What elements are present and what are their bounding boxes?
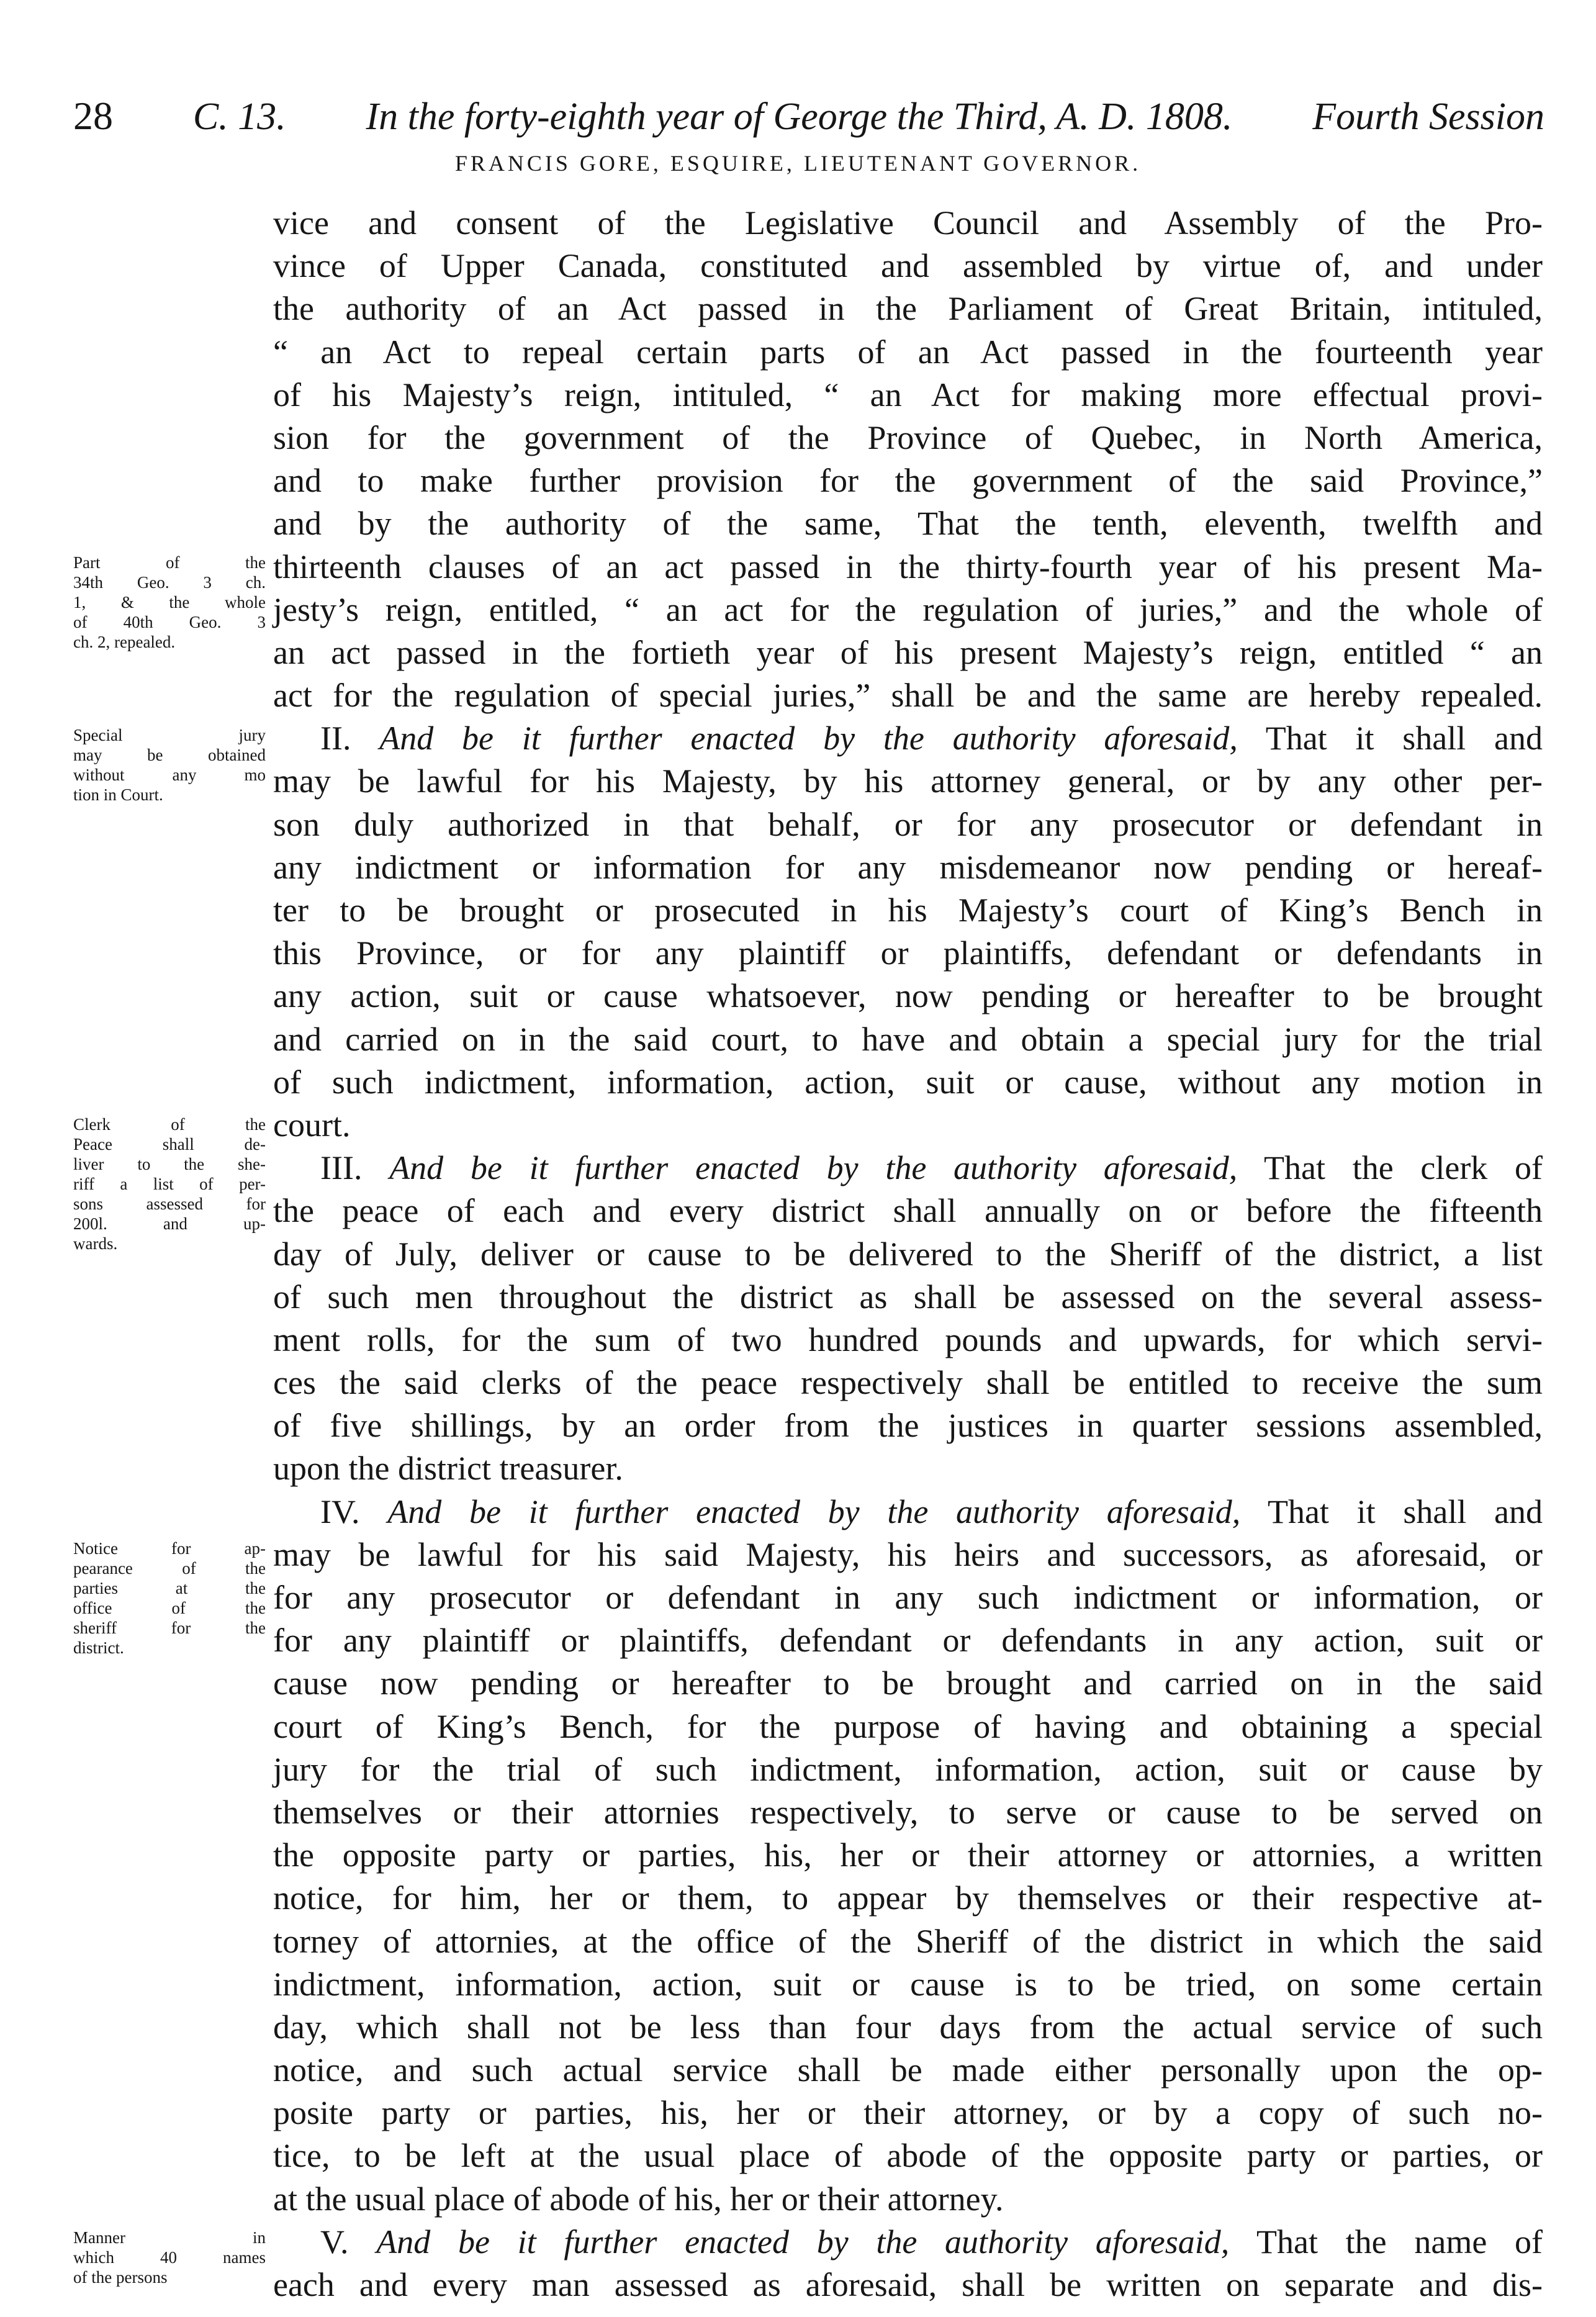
margin-note-line: office of the: [73, 1599, 266, 1617]
text-line: the peace of each and every district shall annually on or before the fifteenth: [273, 1192, 1543, 1230]
text-line: “ an Act to repeal certain parts of an Act passed in the fourteenth year: [273, 333, 1543, 371]
text-line: notice, and such actual service shall be made either personally upon the op-: [273, 2051, 1543, 2089]
margin-note-line: Notice for ap-: [73, 1539, 266, 1558]
text-line: notice, for him, her or them, to appear by themselves or their respective at-: [273, 1879, 1543, 1917]
margin-note-line: ch. 2, repealed.: [73, 633, 176, 651]
text-line: any action, suit or cause whatsoever, now pending or hereafter to be brought: [273, 977, 1543, 1015]
text-fragment: That the clerk of: [1264, 1149, 1543, 1187]
section-3-opening-line: [273, 1147, 1543, 1190]
text-line: day of July, deliver or cause to be delivered to the Sheriff of the district, a list: [273, 1235, 1543, 1273]
text-line: torney of attornies, at the office of the Sheriff of the district in which the said: [273, 1922, 1543, 1960]
text-line: ment rolls, for the sum of two hundred pounds and upwards, for which servi-: [273, 1321, 1543, 1358]
section-2-paragraph: [273, 717, 1543, 1147]
text-line: tice, to be left at the usual place of abode of the opposite party or parties, or: [273, 2137, 1543, 2175]
margin-note-line: 1, & the whole: [73, 593, 266, 612]
margin-note-notice: [73, 1538, 266, 1658]
margin-note-line: sheriff for the: [73, 1619, 266, 1637]
section-number: IV.: [320, 1493, 360, 1530]
section-4-paragraph: [273, 1491, 1543, 2221]
margin-note-line: riff a list of per-: [73, 1175, 266, 1193]
text-line: court of King’s Bench, for the purpose of having and obtaining a special: [273, 1707, 1543, 1745]
running-header: [73, 93, 1544, 143]
text-line: jury for the trial of such indictment, information, action, suit or cause by: [273, 1750, 1543, 1788]
section-2-opening-line: [273, 717, 1543, 760]
text-line: indictment, information, action, suit or cause is to be tried, on some certain: [273, 1965, 1543, 2003]
section-5-paragraph: [273, 2221, 1543, 2306]
session-label: Fourth Session: [1312, 96, 1544, 138]
text-line: of such indictment, information, action, suit or cause, without any motion in: [273, 1063, 1543, 1101]
section-1-paragraph: [273, 202, 1543, 717]
text-fragment: That the name of: [1256, 2223, 1543, 2261]
text-line: cause now pending or hereafter to be brought and carried on in the said: [273, 1664, 1543, 1702]
text-line: may be lawful for his Majesty, by his attorney general, or by any other per-: [273, 762, 1543, 800]
enacting-clause: And be it further enacted by the authority aforesaid,: [379, 720, 1238, 757]
text-line: this Province, or for any plaintiff or plaintiffs, defendant or defendants in: [273, 934, 1543, 972]
margin-note-special-jury: [73, 725, 266, 805]
margin-note-line: district.: [73, 1638, 124, 1657]
margin-note-line: sons assessed for: [73, 1195, 266, 1213]
margin-note-line: parties at the: [73, 1579, 266, 1597]
header-title: In the forty-eighth year of George the Third, A. D. 1808.: [366, 96, 1233, 138]
text-line: ter to be brought or prosecuted in his Majesty’s court of King’s Bench in: [273, 892, 1543, 929]
text-line: court.: [273, 1106, 351, 1144]
text-line: of his Majesty’s reign, intituled, “ an Act for making more effectual provi-: [273, 376, 1543, 413]
section-number: II.: [320, 720, 351, 757]
text-line: ces the said clerks of the peace respectively shall be entitled to receive the sum: [273, 1364, 1543, 1402]
text-line: and to make further provision for the government of the said Province,”: [273, 462, 1543, 500]
text-line: for any prosecutor or defendant in any such indictment or information, or: [273, 1579, 1543, 1616]
governor-line: FRANCIS GORE, ESQUIRE, LIEUTENANT GOVERNOR.: [454, 151, 1142, 176]
margin-note-line: 34th Geo. 3 ch.: [73, 573, 266, 592]
enacting-clause: And be it further enacted by the authority aforesaid,: [389, 1149, 1238, 1187]
margin-note-clerk: [73, 1114, 266, 1253]
section-number: III.: [320, 1149, 363, 1187]
section-4-opening-line: [273, 1491, 1543, 1533]
section-5-opening-line: [273, 2221, 1543, 2264]
margin-note-line: without any mo: [73, 766, 266, 784]
body-text: [273, 202, 1543, 2306]
text-line: may be lawful for his said Majesty, his heirs and successors, as aforesaid, or: [273, 1535, 1543, 1573]
section-number: V.: [320, 2223, 349, 2261]
page-number: 28: [73, 94, 113, 138]
margin-note-manner: [73, 2228, 266, 2287]
text-line: act for the regulation of special juries,” shall be and the same are hereby repealed.: [273, 677, 1543, 715]
text-line: upon the district treasurer.: [273, 1450, 623, 1488]
margin-note-line: which 40 names: [73, 2248, 266, 2267]
text-line: jesty’s reign, entitled, “ an act for the regulation of juries,” and the whole of: [273, 590, 1543, 628]
text-line: the authority of an Act passed in the Parliament of Great Britain, intituled,: [273, 290, 1543, 328]
text-fragment: That it shall and: [1265, 720, 1543, 757]
enacting-clause: And be it further enacted by the authority aforesaid,: [376, 2223, 1230, 2261]
margin-note-line: pearance of the: [73, 1559, 266, 1578]
text-line: at the usual place of abode of his, her or their attorney.: [273, 2180, 1004, 2218]
margin-note-line: may be obtained: [73, 746, 266, 764]
text-line: any indictment or information for any misdemeanor now pending or hereaf-: [273, 848, 1543, 886]
margin-note-line: Part of the: [73, 553, 266, 572]
text-line: an act passed in the fortieth year of his present Majesty’s reign, entitled “ an: [273, 633, 1543, 671]
margin-note-line: Special jury: [73, 726, 266, 744]
margin-note-line: 200l. and up-: [73, 1214, 266, 1233]
text-line: and carried on in the said court, to have and obtain a special jury for the trial: [273, 1020, 1543, 1058]
text-line: day, which shall not be less than four days from the actual service of such: [273, 2008, 1543, 2046]
text-line: posite party or parties, his, her or their attorney, or by a copy of such no-: [273, 2094, 1543, 2132]
text-line: for any plaintiff or plaintiffs, defendant or defendants in any action, suit or: [273, 1622, 1543, 1660]
margin-note-line: Clerk of the: [73, 1115, 266, 1134]
text-line: of five shillings, by an order from the justices in quarter sessions assembled,: [273, 1407, 1543, 1445]
text-line: of such men throughout the district as shall be assessed on the several assess-: [273, 1278, 1543, 1316]
margin-note-line: tion in Court.: [73, 785, 163, 804]
text-line: sion for the government of the Province of Quebec, in North America,: [273, 418, 1543, 456]
margin-note-line: liver to the she-: [73, 1155, 266, 1173]
text-line: son duly authorized in that behalf, or for any prosecutor or defendant in: [273, 805, 1543, 843]
margin-note-line: Manner in: [73, 2228, 266, 2247]
margin-note-line: of the persons: [73, 2268, 168, 2287]
text-line: the opposite party or parties, his, her or their attorney or attornies, a written: [273, 1836, 1543, 1874]
text-fragment: That it shall and: [1267, 1493, 1543, 1530]
section-3-paragraph: [273, 1147, 1543, 1491]
margin-note-line: wards.: [73, 1234, 118, 1253]
enacting-clause: And be it further enacted by the authority aforesaid,: [387, 1493, 1241, 1530]
text-line: thirteenth clauses of an act passed in the thirty-fourth year of his present Ma-: [273, 548, 1543, 585]
margin-note-line: Peace shall de-: [73, 1135, 266, 1154]
text-line: vice and consent of the Legislative Council and Assembly of the Pro-: [273, 204, 1543, 242]
margin-note-line: of 40th Geo. 3: [73, 613, 266, 631]
text-line: vince of Upper Canada, constituted and assembled by virtue of, and under: [273, 247, 1543, 285]
text-line: and by the authority of the same, That the tenth, eleventh, twelfth and: [273, 505, 1543, 543]
margin-note-repeal: [73, 553, 266, 652]
text-line: each and every man assessed as aforesaid, shall be written on separate and dis-: [273, 2266, 1543, 2303]
text-line: themselves or their attornies respectively, to serve or cause to be served on: [273, 1793, 1543, 1831]
chapter-number: C. 13.: [192, 96, 286, 138]
